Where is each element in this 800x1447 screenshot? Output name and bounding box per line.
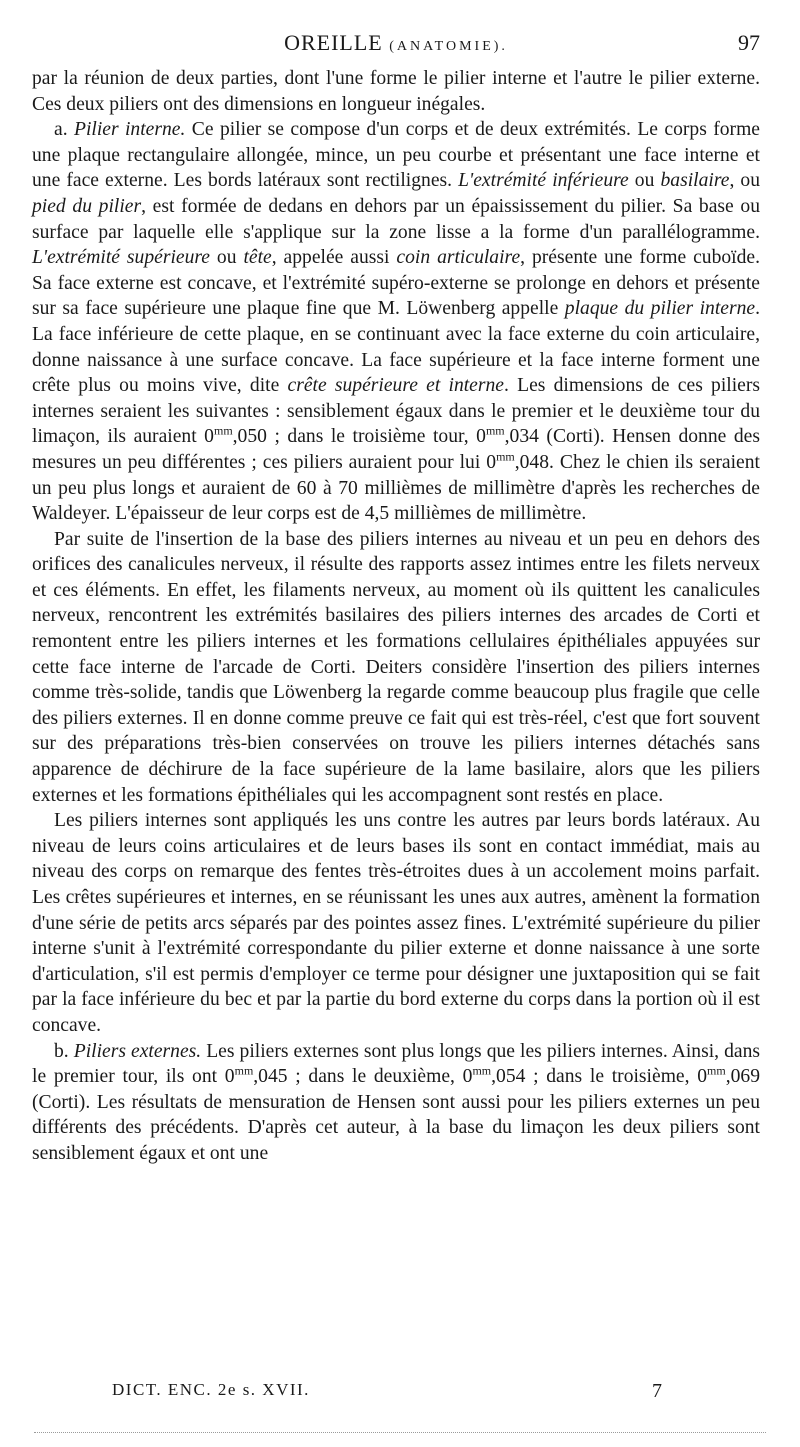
unit-superscript: mm <box>707 1063 726 1078</box>
page-number: 97 <box>738 30 760 55</box>
unit-superscript: mm <box>213 423 233 438</box>
italic-term: coin articulaire <box>396 247 521 269</box>
text-run: ,034 (Corti). Hensen donne des mesures un peu différentes ; ces piliers auraient pour lui 0 <box>32 426 760 473</box>
text-run: . La face inférieure de cette plaque, en se continuant avec la face externe du coin articulaire, donne naissance à une surface concave. La face supérieure et la face interne forment une crête plus ou moins vive, dite <box>32 298 760 397</box>
text-run: ,050 ; dans le troisième tour, 0 <box>232 426 486 448</box>
italic-term: Pilier interne. <box>73 119 186 141</box>
italic-term: L'extrémité inférieure <box>458 170 629 192</box>
text-run: , appelée aussi <box>271 247 397 269</box>
running-title-main: OREILLE <box>284 30 383 55</box>
paragraph <box>32 117 760 527</box>
text-run: , présente une forme cuboïde. Sa face externe est concave, et l'extrémité supéro-externe se prolonge en dehors et présente sur sa face supérieure une plaque fine que M. Löwenberg appelle <box>32 247 761 320</box>
text-run: , ou <box>729 170 761 192</box>
text-run: , est formée de dedans en dehors par un épaississement du pilier. Sa base ou surface par laquelle elle s'applique sur la zone lisse a la forme d'un parallélogramme. <box>32 195 760 243</box>
body-text <box>32 66 760 1167</box>
text-run: ,045 ; dans le deuxième, 0 <box>253 1066 473 1088</box>
paragraph <box>32 808 760 1038</box>
text-run: . Les dimensions de ces piliers internes seraient les suivantes : sensiblement égaux dans le premier et le deuxième tour du limaçon, ils auraient 0 <box>32 375 761 448</box>
text-run: ,048. Chez le chien ils seraient un peu plus longs et auraient de 60 à 70 millièmes de millimètre d'après les recherches de Waldeyer. L'épaisseur de leur corps est de 4,5 millièmes de millimètre. <box>32 451 760 525</box>
text-run: ou <box>628 170 661 192</box>
text-run: Par suite de l'insertion de la base des piliers internes au niveau et un peu en dehors des orifices des canalicules nerveux, il résulte des rapports assez intimes entre les filets nerveux et ces éléments. En effet, les filaments nerveux, au moment où ils quittent les canalicules nerveux, rencontrent les extrémités basilaires des piliers internes des arcades de Corti et remontent entre les piliers internes et les formations cellulaires épithéliales appuyées sur cette face interne de l'arcade de Corti. Deiters considère l'insertion des piliers internes comme très-solide, tandis que Löwenberg la regarde comme beaucoup plus fragile que celle des piliers externes. Il en donne comme preuve ce fait qui est très-réel, c'est que fort souvent sur des préparations très-bien conservées on trouve les piliers internes détachés sans apparence de déchirure de la face supérieure de la lame basilaire, alors que les piliers externes et les formations épithéliales qui les accompagnent sont restés en place. <box>32 528 760 806</box>
text-run: a. <box>54 119 74 141</box>
unit-superscript: mm <box>234 1063 254 1078</box>
text-run: b. <box>54 1040 74 1062</box>
italic-term: Piliers externes. <box>73 1040 202 1062</box>
italic-term: basilaire <box>660 170 730 192</box>
running-title <box>32 30 760 56</box>
sheet-number: 7 <box>652 1380 662 1402</box>
italic-term: plaque du pilier interne <box>564 298 756 320</box>
unit-superscript: mm <box>485 423 505 438</box>
text-run: Les piliers externes sont plus longs que les piliers internes. Ainsi, dans le premier tour, ils ont 0 <box>32 1040 760 1088</box>
text-run: par la réunion de deux parties, dont l'une forme le pilier interne et l'autre le pilier externe. Ces deux piliers ont des dimensions en longueur inégales. <box>32 68 760 115</box>
printer-signature: DICT. ENC. 2e s. XVII. <box>112 1380 310 1399</box>
text-run: ,054 ; dans le troisième, 0 <box>491 1066 708 1088</box>
italic-term: crête supérieure et interne <box>287 375 505 397</box>
text-run: Ce pilier se compose d'un corps et de deux extrémités. Le corps forme une plaque rectangulaire allongée, mince, un peu courbe et présentant une face interne et une face externe. Les bords latéraux sont rectilignes. <box>32 119 761 192</box>
paragraph <box>32 1039 760 1167</box>
text-run: ou <box>209 247 244 269</box>
unit-superscript: mm <box>472 1063 492 1078</box>
page-edge-dots <box>34 1432 766 1433</box>
text-run: ,069 (Corti). Les résultats de mensuration de Hensen sont aussi pour les piliers externes un peu différents des précédents. D'après cet auteur, à la base du limaçon les deux piliers sont sensiblement égaux et ont une <box>32 1066 760 1164</box>
italic-term: tête <box>243 247 272 269</box>
paragraph <box>32 527 760 809</box>
page-footer <box>112 1380 680 1410</box>
running-title-section: (ANATOMIE). <box>389 39 508 54</box>
paragraph <box>32 66 760 117</box>
text-run: Les piliers internes sont appliqués les uns contre les autres par leurs bords latéraux. Au niveau de leurs coins articulaires et de leurs bases ils sont en contact immédiat, mais au niveau des corps on remarque des fentes très-étroites dues à un accolement moins parfait. Les crêtes supérieures et internes, en se réunissant les unes aux autres, amènent la formation d'une série de petits arcs séparés par des pointes assez fines. L'extrémité supérieure du pilier interne s'unit à l'extrémité correspondante du pilier externe et donne naissance à une sorte d'articulation, s'il est permis d'employer ce terme pour désigner une juxtaposition qui se fait par la face inférieure du bec et par la partie du bord externe du corps dans la portion où il est concave. <box>32 810 760 1036</box>
unit-superscript: mm <box>496 449 515 464</box>
running-header <box>32 30 760 60</box>
italic-term: pied du pilier <box>32 195 142 217</box>
italic-term: L'extrémité supérieure <box>32 247 210 269</box>
